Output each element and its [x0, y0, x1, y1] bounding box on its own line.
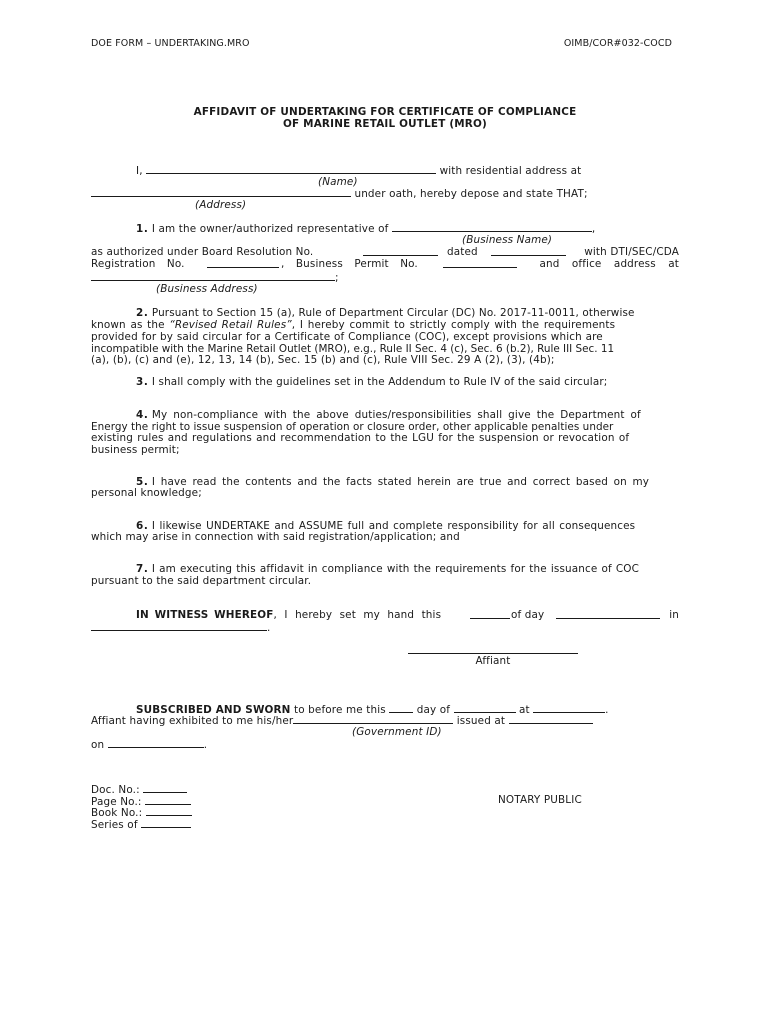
name-blank[interactable]: [146, 164, 436, 174]
business-permit-blank[interactable]: [443, 258, 517, 268]
title-line-1: AFFIDAVIT OF UNDERTAKING FOR CERTIFICATE OF COMPLIANCE: [193, 106, 577, 118]
business-name-caption: (Business Name): [462, 234, 553, 246]
sworn-place-blank[interactable]: [533, 703, 605, 713]
p2-line-4: incompatible with the Marine Retail Outlet (MRO), e.g., Rule II Sec. 4 (c), Sec. 6 (b.2), Rule III Sec. 11: [91, 343, 615, 355]
p6-line-2: which may arise in connection with said registration/application; and: [91, 531, 460, 543]
p4-line-3: existing rules and regulations and recommendation to the LGU for the suspension or revocation of: [91, 432, 630, 444]
form-reference: OIMB/COR#032-COCD: [563, 38, 672, 49]
p3-line-1: 3. I shall comply with the guidelines set in the Addendum to Rule IV of the said circular;: [136, 376, 608, 388]
p7-line-1: 7. I am executing this affidavit in compliance with the requirements for the issuance of COC: [136, 563, 639, 575]
p4-line-4: business permit;: [91, 444, 180, 456]
p2-line-5: (a), (b), (c) and (e), 12, 13, 14 (b), Sec. 15 (b) and (c), Rule VIII Sec. 29 A (2), (3), (4b);: [91, 354, 555, 366]
government-id-caption: (Government ID): [352, 726, 442, 738]
witness-line-2: .: [91, 621, 679, 634]
notary-public-label: NOTARY PUBLIC: [498, 794, 582, 806]
page-no-line: Page No.:: [91, 795, 291, 808]
sworn-line-2: Affiant having exhibited to me his/her issued at: [91, 714, 679, 727]
page-no-blank[interactable]: [145, 795, 191, 805]
address-line: under oath, hereby depose and state THAT;: [91, 187, 679, 200]
business-name-blank[interactable]: [392, 222, 592, 232]
series-blank[interactable]: [141, 818, 191, 828]
witness-place-blank[interactable]: [91, 621, 267, 631]
form-code: DOE FORM – UNDERTAKING.MRO: [91, 38, 250, 49]
p5-line-2: personal knowledge;: [91, 487, 202, 499]
p1-line-4: ;: [91, 271, 679, 284]
resolution-no-blank[interactable]: [363, 246, 438, 256]
affiant-signature-line[interactable]: [408, 653, 578, 654]
p4-line-1: 4. My non-compliance with the above duties/responsibilities shall give the Department of: [136, 409, 641, 421]
sworn-day-blank[interactable]: [389, 703, 413, 713]
id-issued-place-blank[interactable]: [509, 714, 593, 724]
witness-month-blank[interactable]: [556, 609, 660, 619]
p6-line-1: 6. I likewise UNDERTAKE and ASSUME full and complete responsibility for all consequences: [136, 520, 636, 532]
p2-line-3: provided for by said circular for a Certificate of Compliance (COC), except provisions which are: [91, 331, 603, 343]
witness-day-blank[interactable]: [470, 609, 510, 619]
document-title: [91, 106, 679, 130]
p5-line-1: 5. I have read the contents and the facts stated herein are true and correct based on my: [136, 476, 650, 488]
affiant-label: Affiant: [475, 655, 511, 667]
government-id-blank[interactable]: [293, 714, 453, 724]
intro-line: I, with residential address at: [136, 165, 582, 177]
resolution-date-blank[interactable]: [491, 246, 566, 256]
business-address-caption: (Business Address): [156, 283, 258, 295]
p1-line-1: 1. I am the owner/authorized representative of ,: [136, 223, 596, 235]
document-page: DOE FORM – UNDERTAKING.MRO OIMB/COR#032-COCD AFFIDAVIT OF UNDERTAKING FOR CERTIFICATE OF COMPLIANCE OF MARINE RETAIL OUTLET (MRO) I, with residential address at (Name) under oath, hereby depose and state THAT; (Address) 1. I am the owner/authorized representative of , (Business Name) as authorized under Board Resolution No. dated with DTI/SEC/CDA Registration No. , Business Permit No. and office address at ; (Business Address) 2. Pursuant to Section 15 (a), Rule of Department Circular (DC) No. 2017-11-0011, otherwise known as the “Revised Retail Rules”, I hereby commit to strictly comply with the requirements provided for by said circular for a Certificate of Compliance (COC), except provisions which are incompatible with the Marine Retail Outlet (MRO), e.g., Rule II Sec. 4 (c), Sec. 6 (b.2), Rule III Sec. 11 (a), (b), (c) and (e), 12, 13, 14 (b), Sec. 15 (b) and (c), Rule VIII Sec. 29 A (2), (3), (4b); 3. I shall comply with the guidelines set in the Addendum to Rule IV of the said circular; 4. My non-compliance with the above duties/responsibilities shall give the Department of Energy the right to issue suspension of operation or closure order, other applicable penalties under existing rules and regulations and recommendation to the LGU for the suspension or revocation of business permit; 5. I have read the contents and the facts stated herein are true and correct based on my personal knowledge; 6. I likewise UNDERTAKE and ASSUME full and complete responsibility for all consequences which may arise in connection with said registration/application; and 7. I am executing this affidavit in compliance with the requirements for the issuance of COC pursuant to the said department circular. IN WITNESS WHEREOF, I hereby set my hand this of day in . Affiant SUBSCRIBED AND SWORN to before me this day of at . Affiant having exhibited to me his/her issued at (Government ID) on . Doc. No.: Page No.: Book No.: Series of NOTARY PUBLIC: [91, 38, 679, 831]
series-line: Series of: [91, 818, 291, 831]
p2-line-2: known as the “Revised Retail Rules”, I hereby commit to strictly comply with the requirements: [91, 319, 616, 331]
p4-line-2: Energy the right to issue suspension of operation or closure order, other applicable penalties under: [91, 421, 614, 433]
business-address-blank[interactable]: [91, 271, 335, 281]
registration-no-blank[interactable]: [207, 258, 279, 268]
book-no-line: Book No.:: [91, 806, 291, 819]
p7-line-2: pursuant to the said department circular.: [91, 575, 312, 587]
doc-no-line: Doc. No.:: [91, 783, 291, 796]
address-caption: (Address): [195, 199, 247, 211]
address-blank[interactable]: [91, 187, 351, 197]
book-no-blank[interactable]: [146, 806, 192, 816]
doc-no-blank[interactable]: [143, 783, 187, 793]
name-caption: (Name): [318, 176, 358, 188]
p2-line-1: 2. Pursuant to Section 15 (a), Rule of Department Circular (DC) No. 2017-11-0011, otherwise: [136, 307, 635, 319]
sworn-line-3: on .: [91, 739, 208, 751]
id-issued-date-blank[interactable]: [108, 738, 204, 748]
title-line-2: OF MARINE RETAIL OUTLET (MRO): [283, 118, 487, 130]
sworn-month-blank[interactable]: [454, 703, 516, 713]
sworn-line-1: SUBSCRIBED AND SWORN to before me this day of at .: [136, 704, 609, 716]
